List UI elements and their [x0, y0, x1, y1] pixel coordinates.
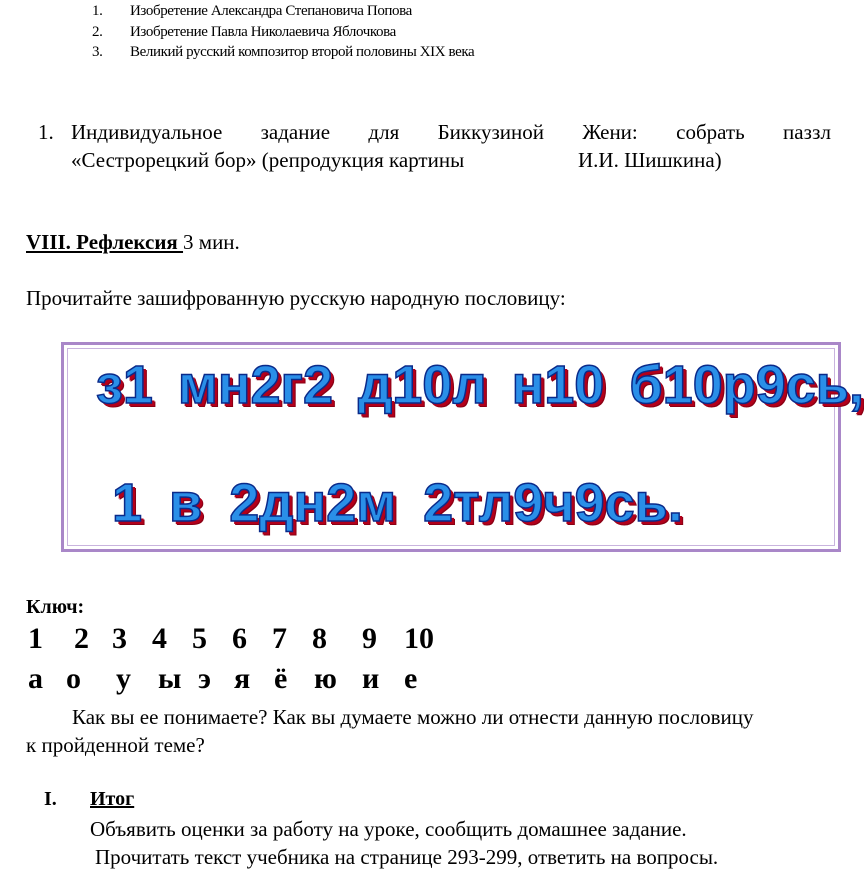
key-label: Ключ:: [26, 596, 85, 618]
list-item-number: 3.: [92, 44, 103, 60]
key-number: 3: [112, 622, 127, 655]
reflection-heading: [26, 228, 240, 256]
cipher-line-2: 1 в 2дн2м 2тл9ч9сь.: [112, 473, 683, 533]
key-number: 2: [74, 622, 89, 655]
reflection-title: VIII. Рефлексия: [26, 230, 184, 254]
key-number: 10: [404, 622, 434, 655]
task-painter: И.И. Шишкина): [578, 148, 722, 172]
key-letter: я: [234, 662, 251, 695]
key-number: 6: [232, 622, 247, 655]
key-number: 9: [362, 622, 377, 655]
key-letter: ё: [274, 662, 288, 695]
reflection-duration: 3 мин.: [183, 230, 240, 254]
task-number: 1.: [38, 120, 54, 144]
summary-line-1: Объявить оценки за работу на уроке, сообщить домашнее задание.: [90, 817, 687, 841]
task-word: Биккузиной: [437, 120, 545, 144]
key-number: 4: [152, 622, 167, 655]
list-item-number: 2.: [92, 24, 103, 40]
key-number: 5: [192, 622, 207, 655]
task-word: задание: [260, 120, 331, 144]
list-item-text: Изобретение Павла Николаевича Яблочкова: [130, 24, 396, 40]
task-word: Жени:: [582, 120, 638, 144]
key-number: 7: [272, 622, 287, 655]
key-number: 8: [312, 622, 327, 655]
key-letter: э: [198, 662, 211, 695]
summary-line-2: Прочитать текст учебника на странице 293-299, ответить на вопросы.: [95, 845, 719, 869]
list-item-number: 1.: [92, 3, 103, 19]
cipher-line-1: з1 мн2г2 д10л н10 б10р9сь,: [96, 355, 864, 415]
key-letter: о: [66, 662, 81, 695]
key-number: 1: [28, 622, 43, 655]
summary-number: I.: [44, 788, 57, 810]
task-word: для: [368, 120, 400, 144]
list-item-text: Великий русский композитор второй половины XIX века: [130, 44, 475, 60]
key-letter: у: [116, 662, 131, 695]
task-word: Индивидуальное: [71, 120, 223, 144]
task-word: собрать: [676, 120, 745, 144]
task-word: паззл: [783, 120, 831, 144]
key-letter: е: [404, 662, 418, 695]
key-letter: ы: [158, 662, 182, 695]
list-item-text: Изобретение Александра Степановича Попова: [130, 3, 412, 19]
key-letter: и: [362, 662, 380, 695]
task-text-line1: [71, 118, 831, 146]
task-text-line2: «Сестрорецкий бор» (репродукция картины: [71, 148, 465, 172]
summary-title: Итог: [90, 788, 135, 810]
question-line-1: Как вы ее понимаете? Как вы думаете можно ли отнести данную пословицу: [72, 705, 754, 729]
instruction-text: Прочитайте зашифрованную русскую народную пословицу:: [26, 286, 566, 310]
key-letter: ю: [314, 662, 337, 695]
key-letter: а: [28, 662, 43, 695]
question-line-2: к пройденной теме?: [26, 733, 205, 757]
